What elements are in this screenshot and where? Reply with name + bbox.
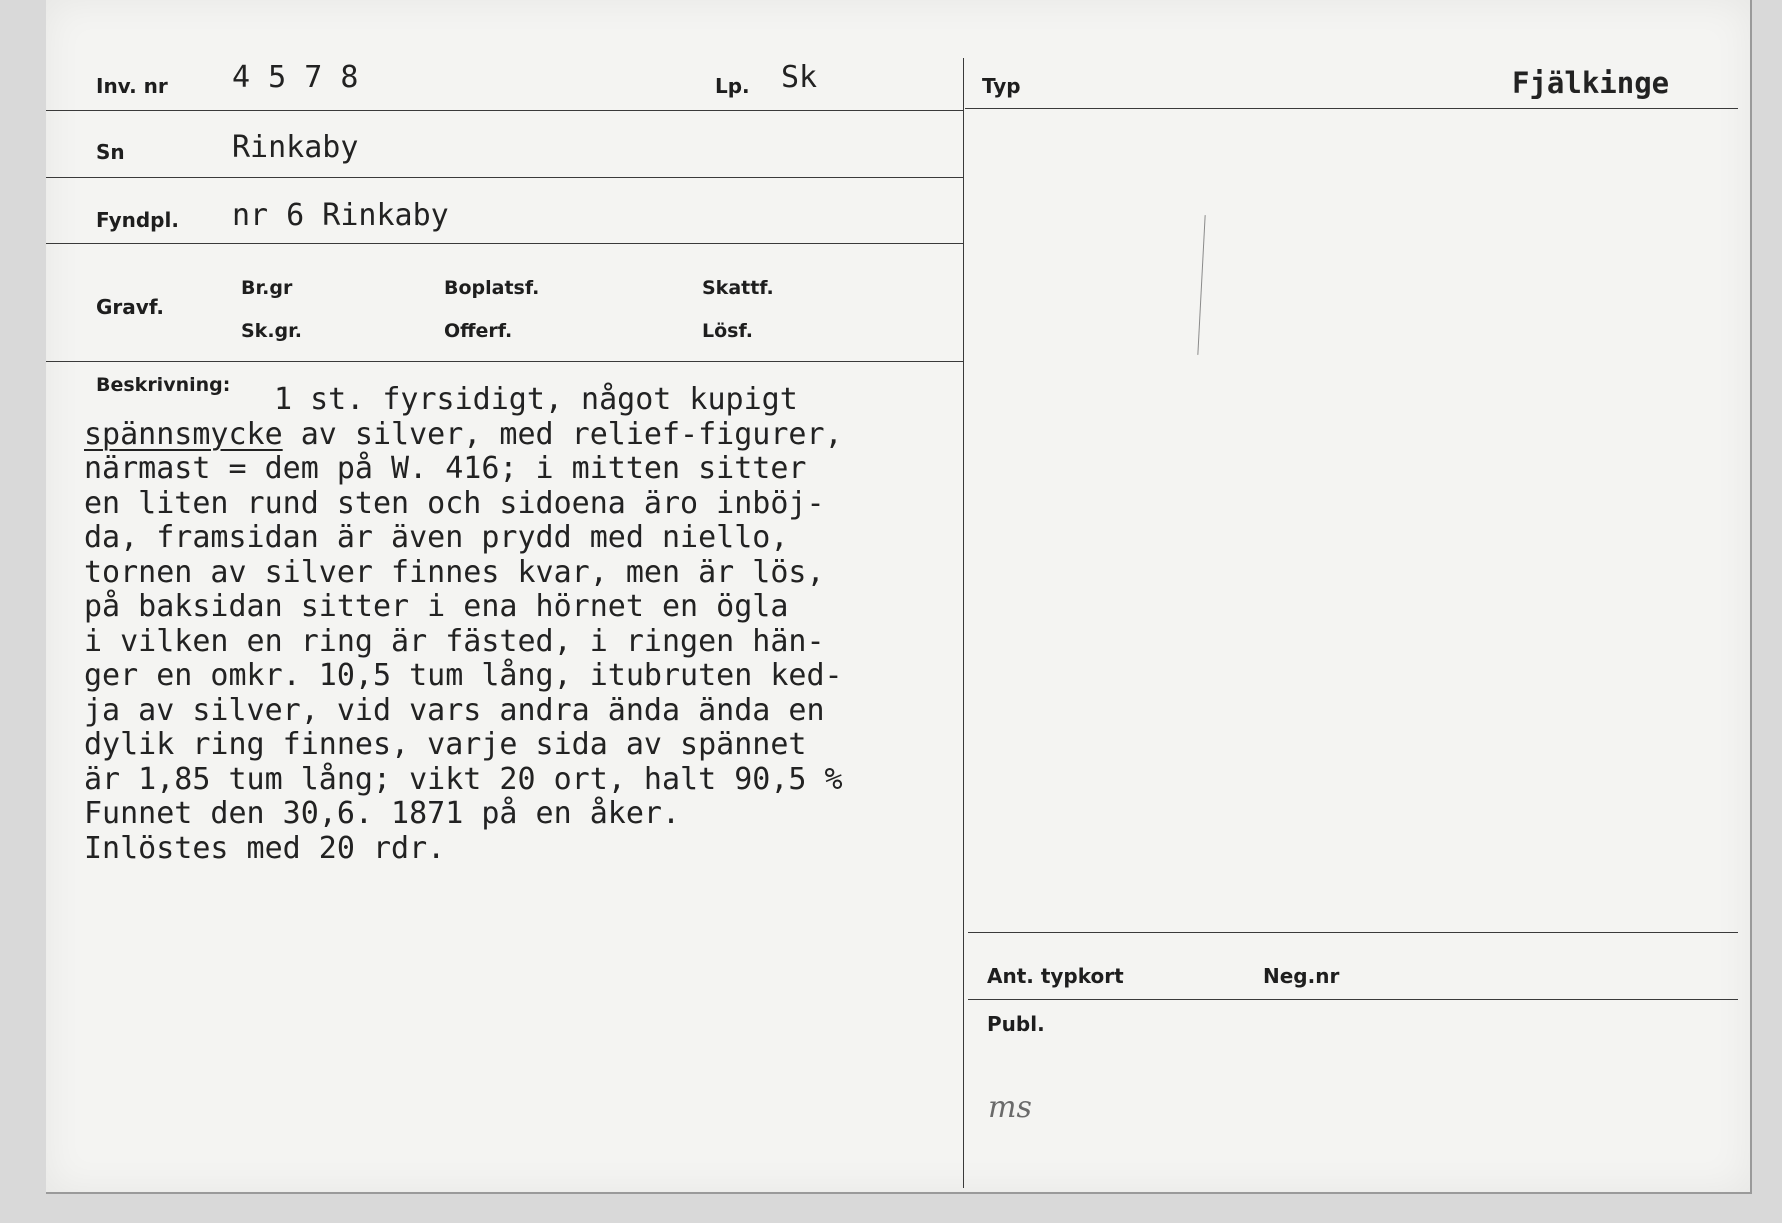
description-line [84,418,843,453]
typ-label: Typ [982,74,1021,98]
handwritten-initials: ms [988,1090,1032,1125]
catalog-card [46,0,1752,1194]
description-line: närmast = dem på W. 416; i mitten sitter [84,451,807,486]
losf-label: Lösf. [702,320,753,342]
offerf-label: Offerf. [444,320,513,342]
description-line: 1 st. fyrsidigt, något kupigt [274,382,798,417]
fyndpl-label: Fyndpl. [96,208,179,232]
inv-nr-value: 4 5 7 8 [232,60,359,95]
gravf-label: Gravf. [96,295,165,319]
sn-value: Rinkaby [232,130,359,165]
description-line: dylik ring finnes, varje sida av spännet [84,727,807,762]
inv-nr-label: Inv. nr [96,74,168,98]
pencil-stroke [1197,215,1205,355]
description-line: på baksidan sitter i ena hörnet en ögla [84,589,789,624]
rule-sn [46,177,964,178]
description-line: tornen av silver finnes kvar, men är lös, [84,554,825,590]
description-line: ja av silver, vid vars andra ända ända en [84,692,825,728]
description-text [84,383,843,866]
description-line: da, framsidan är även prydd med niello, [84,520,789,555]
description-line: Inlöstes med 20 rdr. [84,830,446,866]
boplatsf-label: Boplatsf. [444,277,540,299]
typ-value: Fjälkinge [1512,66,1670,100]
publ-label: Publ. [987,1012,1045,1036]
lp-value: Sk [781,60,818,95]
column-divider [963,58,964,1188]
underlined-term: spännsmycke [84,416,283,452]
beskrivning-label: Beskrivning: [96,374,231,396]
description-line: ger en omkr. 10,5 tum lång, itubruten ked- [84,658,843,693]
lp-label: Lp. [715,74,750,98]
sn-label: Sn [96,140,125,164]
ant-typkort-label: Ant. typkort [987,964,1124,988]
description-line: en liten rund sten och sidoena äro inböj- [84,485,825,521]
rule-publ [968,999,1738,1000]
br-gr-label: Br.gr [241,277,293,299]
rule-typ [965,108,1738,109]
rule-gravf [46,361,964,362]
rule-fyndpl [46,243,964,244]
fyndpl-value: nr 6 Rinkaby [232,198,449,233]
rule-inv [46,110,964,111]
skattf-label: Skattf. [702,277,774,299]
description-line: Funnet den 30,6. 1871 på en åker. [84,796,681,831]
rule-ant-top [968,932,1738,933]
description-line: i vilken en ring är fästed, i ringen hän- [84,623,825,659]
neg-nr-label: Neg.nr [1263,964,1340,988]
description-line-rest: av silver, med relief-figurer, [282,416,843,452]
sk-gr-label: Sk.gr. [241,320,303,342]
description-line: är 1,85 tum lång; vikt 20 ort, halt 90,5 % [84,761,843,797]
